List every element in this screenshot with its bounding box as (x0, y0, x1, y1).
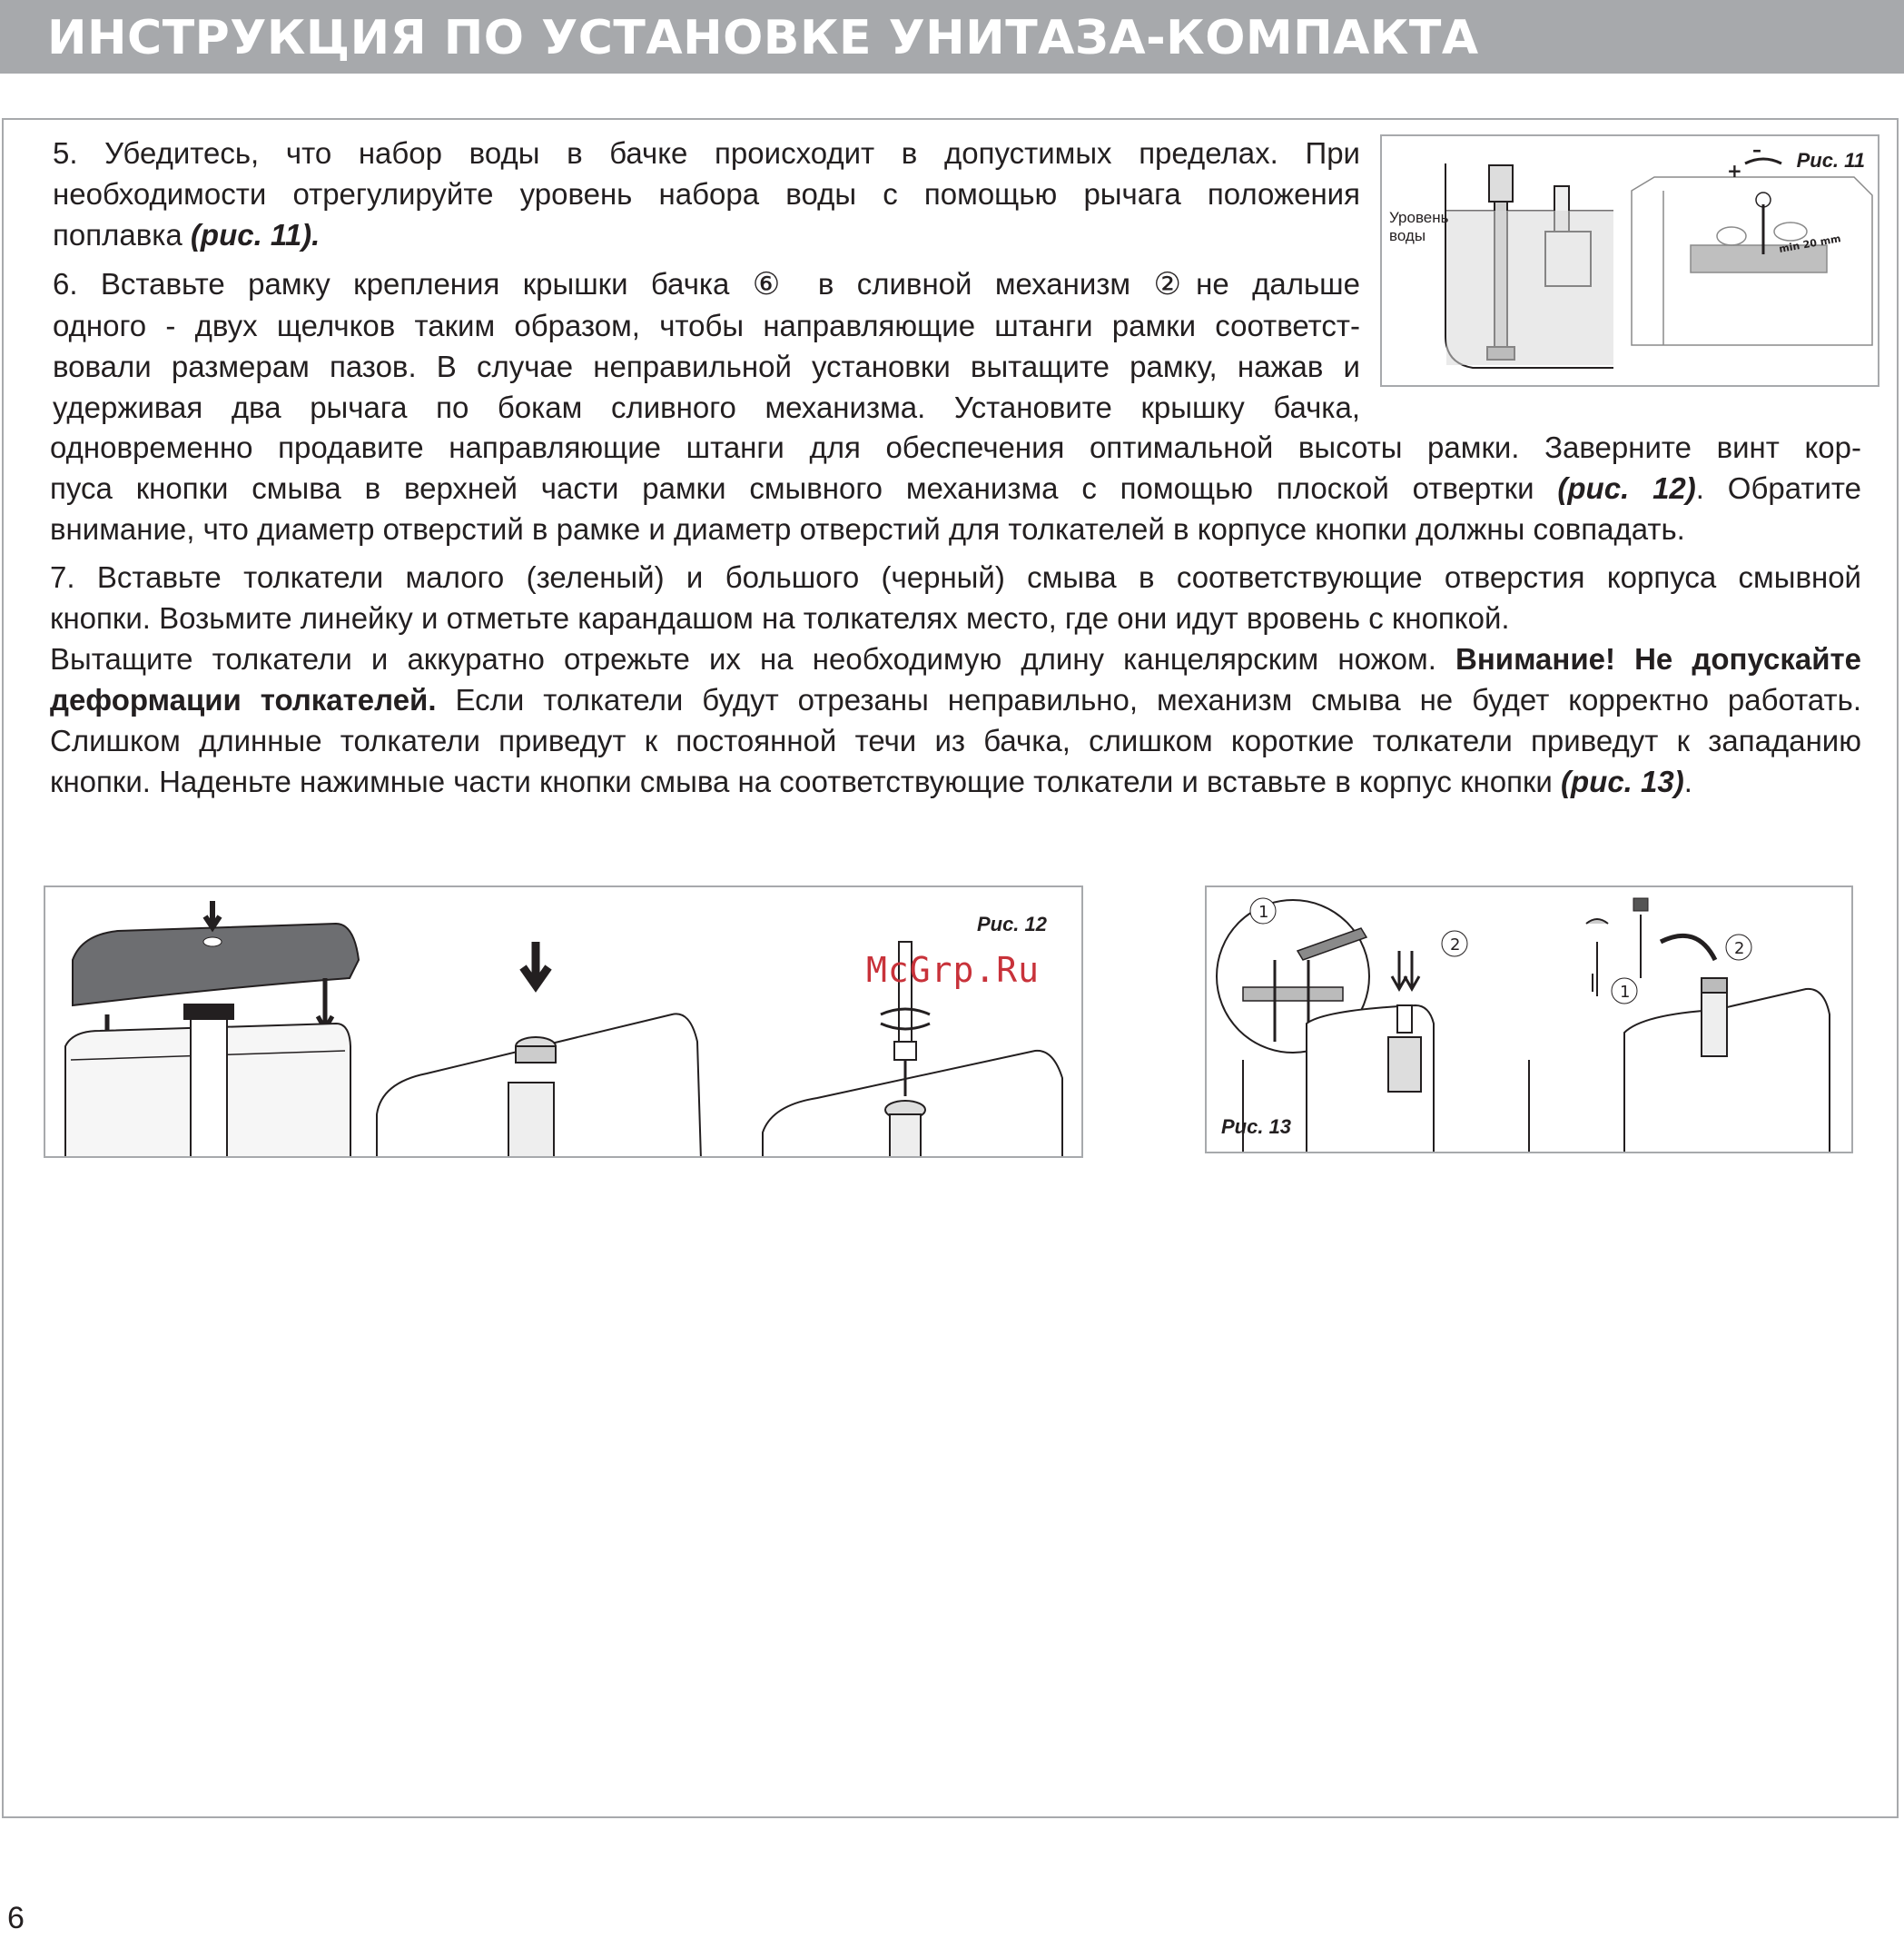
page-title: ИНСТРУКЦИЯ ПО УСТАНОВКЕ УНИТАЗА-КОМПАКТА (47, 11, 1479, 65)
figure-12-caption: Рис. 12 (976, 913, 1047, 935)
figure-13 (1205, 885, 1853, 1153)
figure-11-caption: Рис. 11 (1796, 149, 1865, 172)
step-7-line-1: 7. Вставьте толкатели малого (зеленый) и большого (черный) смыва в соответствующие отверстия корпуса смывной (50, 560, 1861, 594)
step-6-line-1 (53, 263, 1360, 305)
step-7-text (50, 557, 1861, 638)
step-7-line-3-a: Вытащите толкатели и аккуратно отрежьте их на необходимую длину канцелярским ножом. (50, 642, 1456, 676)
step-5-text (53, 133, 1360, 255)
warning-text-1: Внимание! Не допускайте (1455, 642, 1862, 676)
step-6-line-4: удерживая два рычага по бокам сливного механизма. Установите крышку бачка, (53, 391, 1360, 424)
step-7-line-5: Слишком длинные толкатели приведут к постоянной течи из бачка, слишком короткие толкатели приведут к западанию (50, 724, 1861, 757)
circled-number-6: ⑥ (752, 266, 795, 302)
page-number: 6 (7, 1901, 25, 1935)
step-6-line-1-c: не дальше (1196, 267, 1360, 301)
step-7-line-4-b: Если толкатели будут отрезаны неправильно, механизм смыва не будет корректно работать. (436, 683, 1861, 717)
step-7-line-2: кнопки. Возьмите линейку и отметьте карандашом на толкателях место, где они идут вровень с кнопкой. (50, 601, 1510, 635)
step-7-line-6 (50, 761, 1861, 802)
fig13-callout-2a: 2 (1450, 935, 1461, 955)
step-7-continued (50, 638, 1861, 802)
step-6-line-6-b: . Обратите (1695, 471, 1861, 505)
water-level-label (1389, 209, 1449, 245)
water-level-line-1: Уровень (1389, 209, 1449, 226)
step-6-line-7: внимание, что диаметр отверстий в рамке и диаметр отверстий для толкателей в корпусе кнопки должны совпадать. (50, 512, 1685, 546)
fig12-reference: (рис. 12) (1557, 471, 1696, 505)
step-6-text (53, 263, 1360, 428)
figure-11-illustration (1382, 136, 1879, 387)
step-5-line-1: 5. Убедитесь, что набор воды в бачке происходит в допустимых пределах. При (53, 136, 1360, 170)
step-6-line-2: одного - двух щелчков таким образом, чтобы направляющие штанги рамки соответст- (53, 309, 1360, 342)
step-6-line-6 (50, 468, 1861, 509)
step-6-line-3: вовали размерам пазов. В случае неправильной установки вытащите рамку, нажав и (53, 350, 1360, 383)
fig11-min-label: min 20 mm (1778, 232, 1842, 255)
step-5-line-3-text: поплавка (53, 218, 191, 252)
step-6-line-5: одновременно продавите направляющие штанги для обеспечения оптимальной высоты рамки. Заверните винт кор- (50, 430, 1861, 464)
figure-13-illustration (1207, 887, 1853, 1153)
figure-12-illustration (45, 887, 1083, 1158)
watermark: McGrp.Ru (866, 950, 1041, 990)
step-7-line-4 (50, 679, 1861, 720)
figure-12 (44, 885, 1083, 1158)
step-7-line-6-a: кнопки. Наденьте нажимные части кнопки смыва на соответствующие толкатели и вставьте в корпус кнопки (50, 765, 1562, 798)
fig13-callout-1a: 1 (1258, 903, 1269, 922)
warning-text-2: деформации толкателей. (50, 683, 437, 717)
page-header (0, 0, 1904, 74)
step-6-line-1-b: в сливной механизм (794, 267, 1154, 301)
figure-13-caption: Рис. 13 (1221, 1115, 1292, 1138)
step-7-line-3 (50, 638, 1861, 679)
step-6-continued (50, 427, 1861, 549)
circled-number-2: ② (1153, 266, 1197, 302)
step-5-line-2: необходимости отрегулируйте уровень набора воды с помощью рычага положения (53, 177, 1360, 211)
step-6-line-1-a: 6. Вставьте рамку крепления крышки бачка (53, 267, 753, 301)
water-level-line-2: воды (1389, 227, 1426, 244)
fig11-minus: – (1752, 139, 1761, 161)
fig11-plus: + (1727, 160, 1742, 182)
step-5-line-3 (53, 214, 1360, 255)
step-6-line-6-a: пуса кнопки смыва в верхней части рамки смывного механизма с помощью плоской отвертки (50, 471, 1558, 505)
fig13-callout-2b: 2 (1734, 939, 1745, 958)
fig13-callout-1b: 1 (1620, 983, 1631, 1002)
fig11-reference: (рис. 11). (190, 218, 321, 252)
figure-11 (1380, 134, 1879, 387)
fig13-reference: (рис. 13) (1561, 765, 1684, 798)
step-7-line-6-b: . (1683, 765, 1692, 798)
